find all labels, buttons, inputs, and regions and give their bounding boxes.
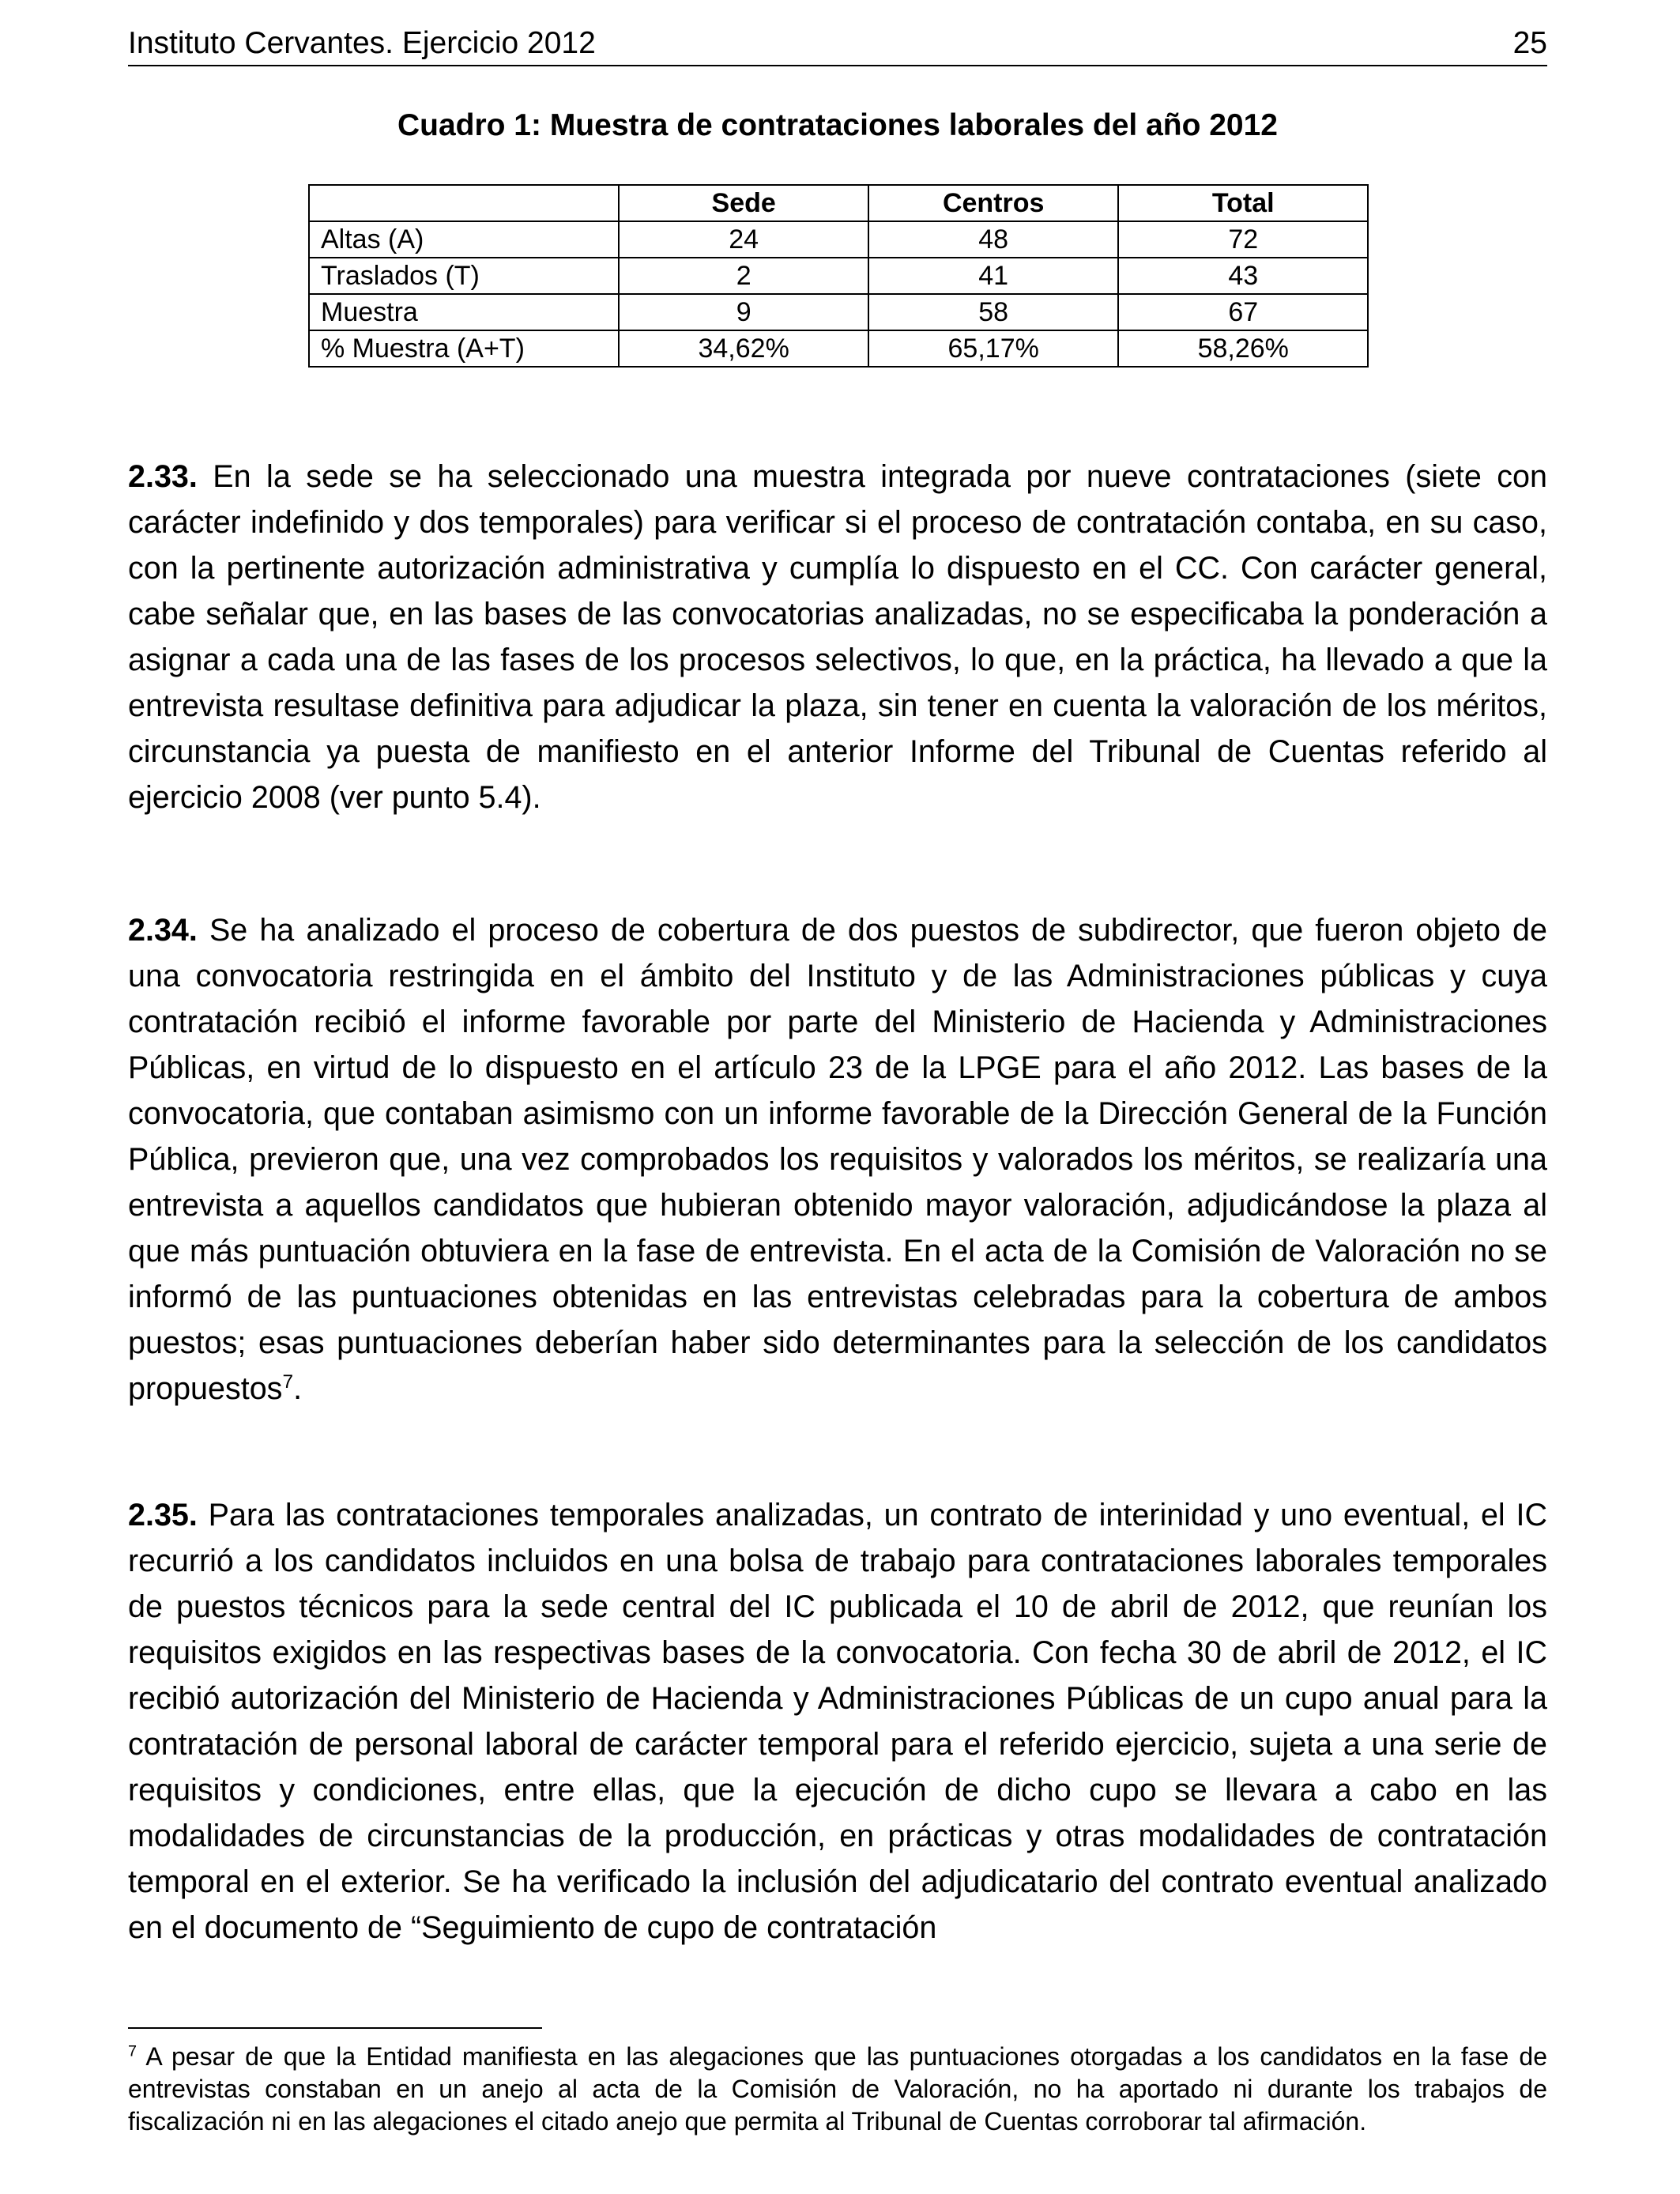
- footnote-divider: [128, 2027, 542, 2029]
- table-cell: 9: [619, 294, 868, 330]
- table-cell: 24: [619, 221, 868, 258]
- table-row: [309, 294, 1368, 330]
- table-row: [309, 221, 1368, 258]
- footnote-marker: 7: [128, 2042, 137, 2060]
- table-cell: 67: [1118, 294, 1368, 330]
- table-header-row: [309, 185, 1368, 221]
- footnote-reference[interactable]: 7: [282, 1370, 294, 1393]
- table-cell: 41: [868, 258, 1119, 294]
- paragraph-text: Se ha analizado el proceso de cobertura de dos puestos de subdirector, que fueron objeto de una convocatoria restringida en el ámbito del Instituto y de las Administraciones públicas y cuya contratación recibió el informe favorable por parte del Ministerio de Hacienda y Administraciones Públicas, en virtud de lo dispuesto en el artículo 23 de la LPGE para el año 2012. Las bases de la convocatoria, que contaban asimismo con un informe favorable de la Dirección General de la Función Pública, previeron que, una vez comprobados los requisitos y valorados los méritos, se realizaría una entrevista a aquellos candidatos que hubieran obtenido mayor valoración, adjudicándose la plaza al que más puntuación obtuviera en la fase de entrevista. En el acta de la Comisión de Valoración no se informó de las puntuaciones obtenidas en las entrevistas celebradas para la cobertura de ambos puestos; esas puntuaciones deberían haber sido determinantes para la selección de los candidatos propuestos: [128, 913, 1547, 1406]
- page-header: [128, 22, 1547, 66]
- table-cell: 34,62%: [619, 330, 868, 367]
- paragraph-2-34: [128, 907, 1547, 1412]
- page-number: 25: [1512, 26, 1547, 60]
- row-label: Traslados (T): [309, 258, 619, 294]
- table-header-cell: Centros: [868, 185, 1119, 221]
- row-label: Altas (A): [309, 221, 619, 258]
- paragraph-text: En la sede se ha seleccionado una muestra integrada por nueve contrataciones (siete con carácter indefinido y dos temporales) para verificar si el proceso de contratación contaba, en su caso, con la pertinente autorización administrativa y cumplía lo dispuesto en el CC. Con carácter general, cabe señalar que, en las bases de las convocatorias analizadas, no se especificaba la ponderación a asignar a cada una de las fases de los procesos selectivos, lo que, en la práctica, ha llevado a que la entrevista resultase definitiva para adjudicar la plaza, sin tener en cuenta la valoración de los méritos, circunstancia ya puesta de manifiesto en el anterior Informe del Tribunal de Cuentas referido al ejercicio 2008 (ver punto 5.4).: [128, 459, 1547, 815]
- paragraph-text: Para las contrataciones temporales analizadas, un contrato de interinidad y uno eventual, el IC recurrió a los candidatos incluidos en una bolsa de trabajo para contrataciones laborales temporales de puestos técnicos para la sede central del IC publicada el 10 de abril de 2012, que reunían los requisitos exigidos en las respectivas bases de la convocatoria. Con fecha 30 de abril de 2012, el IC recibió autorización del Ministerio de Hacienda y Administraciones Públicas de un cupo anual para la contratación de personal laboral de carácter temporal para el referido ejercicio, sujeta a una serie de requisitos y condiciones, entre ellas, que la ejecución de dicho cupo se llevara a cabo en las modalidades de circunstancias de la producción, en prácticas y otras modalidades de contratación temporal en el exterior. Se ha verificado la inclusión del adjudicatario del contrato eventual analizado en el documento de “Seguimiento de cupo de contratación: [128, 1498, 1547, 1945]
- table-cell: 43: [1118, 258, 1368, 294]
- table-header-cell: Sede: [619, 185, 868, 221]
- table-header-cell: Total: [1118, 185, 1368, 221]
- footnote-text: A pesar de que la Entidad manifiesta en las alegaciones que las puntuaciones otorgadas a los candidatos en la fase de entrevistas constaban en un anejo al acta de la Comisión de Valoración, no ha aportado ni durante los trabajos de fiscalización ni en las alegaciones el citado anejo que permita al Tribunal de Cuentas corroborar tal afirmación.: [128, 2042, 1548, 2136]
- paragraph-number: 2.35.: [128, 1498, 198, 1532]
- table-cell: 58,26%: [1118, 330, 1368, 367]
- row-label: Muestra: [309, 294, 619, 330]
- row-label: % Muestra (A+T): [309, 330, 619, 367]
- table-cell: 72: [1118, 221, 1368, 258]
- table-row: [309, 330, 1368, 367]
- footnote: [128, 2041, 1547, 2138]
- paragraph-2-35: [128, 1492, 1547, 1951]
- table-header-cell: [309, 185, 619, 221]
- table-row: [309, 258, 1368, 294]
- paragraph-2-33: [128, 454, 1547, 820]
- table-cell: 65,17%: [868, 330, 1119, 367]
- header-document-title: Instituto Cervantes. Ejercicio 2012: [128, 26, 596, 60]
- sample-table: [308, 184, 1369, 368]
- paragraph-number: 2.33.: [128, 459, 198, 494]
- paragraph-number: 2.34.: [128, 913, 198, 948]
- table-cell: 2: [619, 258, 868, 294]
- table-title: Cuadro 1: Muestra de contrataciones laborales del año 2012: [397, 108, 1279, 142]
- table-cell: 58: [868, 294, 1119, 330]
- table-cell: 48: [868, 221, 1119, 258]
- paragraph-text-end: .: [293, 1371, 303, 1406]
